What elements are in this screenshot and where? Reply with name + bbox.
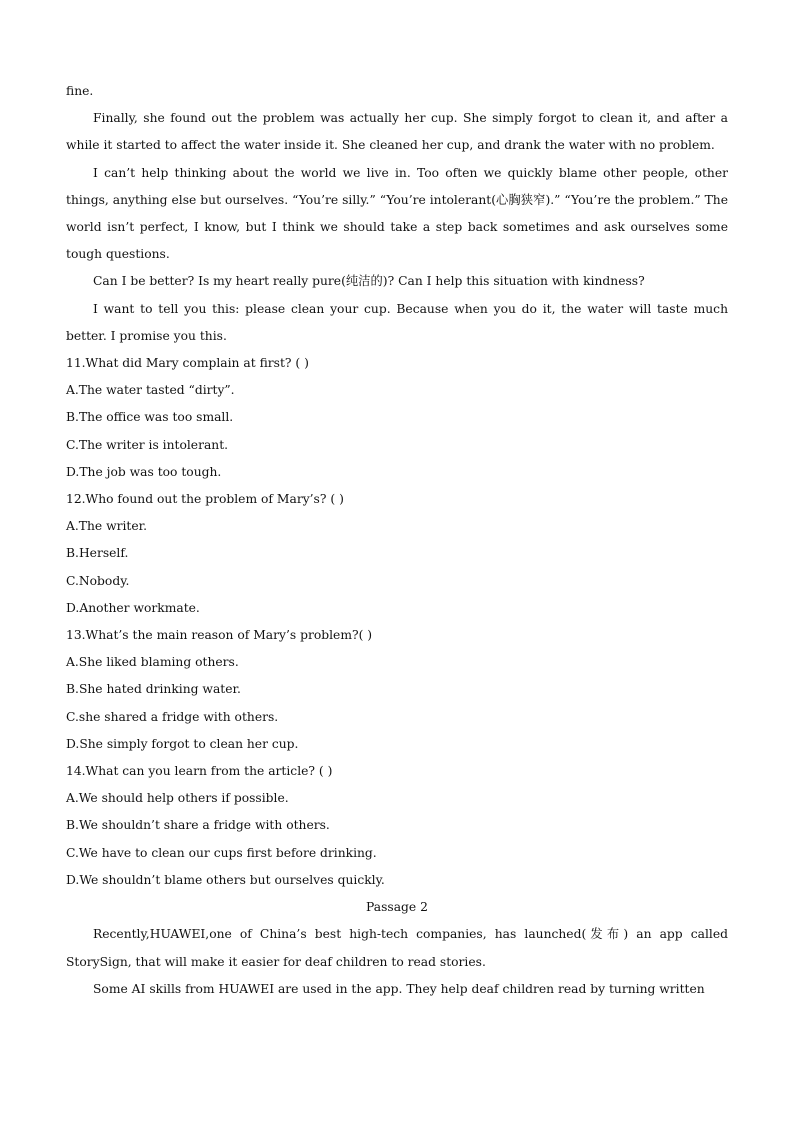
question-stem: 12.Who found out the problem of Mary’s? ( ) [66, 492, 344, 507]
option-c: C.Nobody. [66, 573, 130, 588]
paragraph: I want to tell you this: please clean your cup. Because when you do it, the water will taste much better. I promise you this. [66, 301, 728, 343]
paragraph: I can’t help thinking about the world we live in. Too often we quickly blame other people, other things, anything else but ourselves. “You’re silly.” “You’re intolerant(心胸狭窄).” “You’re the problem.” The world isn’t perfect, I know, but I think we should take a step back sometimes and ask ourselves some tough questions. [66, 165, 728, 262]
option-c: C.she shared a fridge with others. [66, 709, 279, 724]
question-13 [66, 622, 728, 758]
option-b: B.She hated drinking water. [66, 682, 241, 697]
paragraph: Finally, she found out the problem was actually her cup. She simply forgot to clean it, and after a while it started to affect the water inside it. She cleaned her cup, and drank the water with no problem. [66, 111, 728, 153]
option-a: A.She liked blaming others. [66, 655, 239, 670]
question-11 [66, 350, 728, 486]
paragraph: Recently,HUAWEI,one of China’s best high-tech companies, has launched(发布) an app called StorySign, that will make it easier for deaf children to read stories. [66, 927, 728, 969]
option-b: B.We shouldn’t share a fridge with others. [66, 818, 330, 833]
document-page [66, 78, 728, 1003]
question-stem: 14.What can you learn from the article? ( ) [66, 764, 333, 779]
option-a: A.The water tasted “dirty”. [66, 383, 235, 398]
option-a: A.The writer. [66, 519, 148, 534]
option-c: C.We have to clean our cups first before drinking. [66, 845, 377, 860]
option-d: D.Another workmate. [66, 600, 200, 615]
paragraph: Some AI skills from HUAWEI are used in the app. They help deaf children read by turning written [93, 981, 705, 996]
passage-title: Passage 2 [366, 900, 428, 915]
paragraph: Can I be better? Is my heart really pure(纯洁的)? Can I help this situation with kindness? [93, 274, 645, 289]
option-d: D.The job was too tough. [66, 464, 222, 479]
option-d: D.She simply forgot to clean her cup. [66, 736, 299, 751]
option-b: B.Herself. [66, 546, 129, 561]
option-a: A.We should help others if possible. [66, 791, 289, 806]
paragraph: fine. [66, 84, 94, 98]
question-12 [66, 486, 728, 622]
question-stem: 13.What’s the main reason of Mary’s problem?( ) [66, 628, 373, 643]
option-c: C.The writer is intolerant. [66, 437, 229, 452]
question-stem: 11.What did Mary complain at first? ( ) [66, 356, 309, 371]
option-b: B.The office was too small. [66, 410, 234, 425]
option-d: D.We shouldn’t blame others but ourselves quickly. [66, 872, 385, 887]
question-14 [66, 758, 728, 894]
